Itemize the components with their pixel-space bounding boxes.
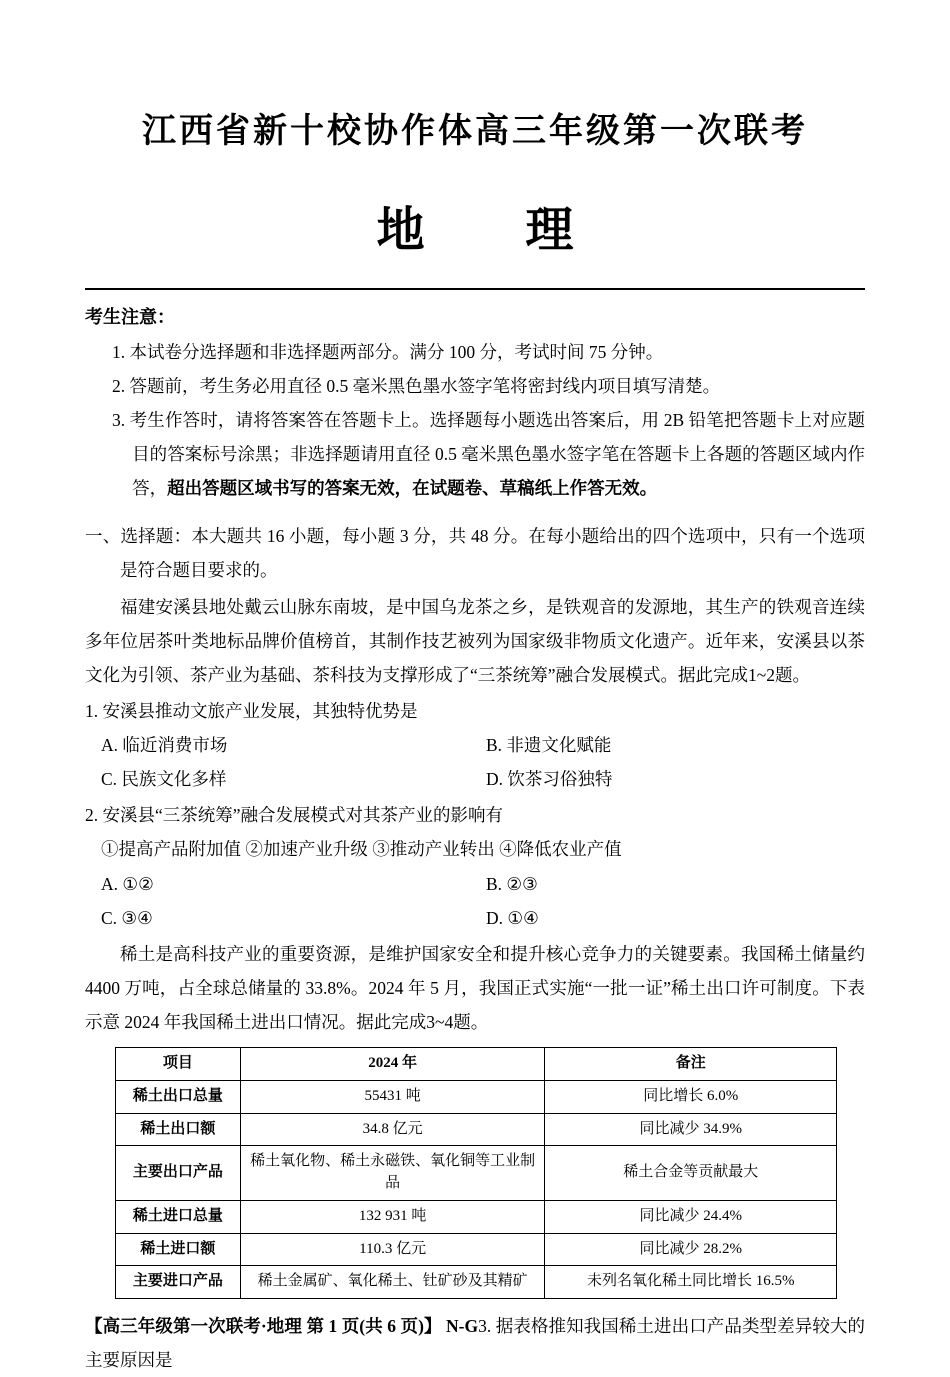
table-header-cell: 项目 <box>116 1048 241 1081</box>
table-header-row <box>116 1048 837 1081</box>
table-cell: 同比减少 24.4% <box>545 1200 837 1233</box>
exam-title: 江西省新十校协作体高三年级第一次联考 <box>142 113 808 150</box>
notice-item-2: 2. 答题前，考生务必用直径 0.5 毫米黑色墨水签字笔将密封线内项目填写清楚。 <box>112 375 721 396</box>
table-cell: 主要出口产品 <box>116 1146 241 1201</box>
table-cell: 稀土进口额 <box>116 1233 241 1266</box>
question-1-options <box>101 728 865 796</box>
table-row <box>116 1266 837 1299</box>
passage-rare-earth: 稀土是高科技产业的重要资源，是维护国家安全和提升核心竞争力的关键要素。我国稀土储量约 4400 万吨，占全球总储量的 33.8%。2024 年 5 月，我国正式实施“一批一证”稀土出口许可制度。下表示意 2024 年我国稀土进出口情况。据此完成3~4题。 <box>85 943 865 1033</box>
table-cell: 110.3 亿元 <box>240 1233 545 1266</box>
table-cell: 稀土进口总量 <box>116 1200 241 1233</box>
table-row <box>116 1146 837 1201</box>
option-c: C. ③④ <box>101 907 153 928</box>
table-row <box>116 1080 837 1113</box>
table-cell: 稀土出口额 <box>116 1113 241 1146</box>
table-row <box>116 1233 837 1266</box>
option-b: B. 非遗文化赋能 <box>486 735 612 756</box>
table-cell: 主要进口产品 <box>116 1266 241 1299</box>
table-cell: 同比增长 6.0% <box>545 1080 837 1113</box>
table-row <box>116 1200 837 1233</box>
page-footer: 【高三年级第一次联考·地理 第 1 页(共 6 页)】 N-G <box>85 1316 479 1337</box>
question-1-text: 1. 安溪县推动文旅产业发展，其独特优势是 <box>85 700 418 721</box>
table-cell: 稀土氧化物、稀土永磁铁、氧化铜等工业制品 <box>240 1146 545 1201</box>
question-2-subitems: ①提高产品附加值 ②加速产业升级 ③推动产业转出 ④降低农业产值 <box>101 839 622 860</box>
table-cell: 同比减少 28.2% <box>545 1233 837 1266</box>
question-2-text: 2. 安溪县“三茶统筹”融合发展模式对其茶产业的影响有 <box>85 805 504 826</box>
passage-anxi-tea: 福建安溪县地处戴云山脉东南坡，是中国乌龙茶之乡，是铁观音的发源地，其生产的铁观音连续多年位居茶叶类地标品牌价值榜首，其制作技艺被列为国家级非物质文化遗产。近年来，安溪县以茶文化为引领、茶产业为基础、茶科技为支撑形成了“三茶统筹”融合发展模式。据此完成1~2题。 <box>85 596 865 685</box>
section-heading-choice: 一、选择题：本大题共 16 小题，每小题 3 分，共 48 分。在每小题给出的四个选项中，只有一个选项是符合题目要求的。 <box>85 526 865 581</box>
divider-line <box>85 288 865 290</box>
table-cell: 同比减少 34.9% <box>545 1113 837 1146</box>
question-1 <box>85 694 865 796</box>
table-cell: 132 931 吨 <box>240 1200 545 1233</box>
table-cell: 55431 吨 <box>240 1080 545 1113</box>
notice-list <box>112 335 865 506</box>
notice-item-1: 1. 本试卷分选择题和非选择题两部分。满分 100 分，考试时间 75 分钟。 <box>112 341 664 362</box>
table-cell: 稀土合金等贡献最大 <box>545 1146 837 1201</box>
page-footer-and-question-3 <box>85 1309 865 1377</box>
notice-item-3-bold: 超出答题区域书写的答案无效，在试题卷、草稿纸上作答无效。 <box>167 478 658 499</box>
option-a: A. ①② <box>101 873 154 894</box>
question-2 <box>85 798 865 935</box>
table-cell: 未列名氧化稀土同比增长 16.5% <box>545 1266 837 1299</box>
exam-subject: 地理 <box>376 203 675 257</box>
option-b: B. ②③ <box>486 873 538 894</box>
option-c: C. 民族文化多样 <box>101 769 227 790</box>
option-a: A. 临近消费市场 <box>101 735 228 756</box>
notice-label: 考生注意： <box>85 306 175 327</box>
question-3-text: 3. 据表格推知我国稀土进出口产品类型差异较大的主要原因是 <box>85 1316 866 1371</box>
option-d: D. ①④ <box>486 907 539 928</box>
table-row <box>116 1113 837 1146</box>
table-cell: 稀土出口总量 <box>116 1080 241 1113</box>
option-d: D. 饮茶习俗独特 <box>486 769 613 790</box>
table-cell: 稀土金属矿、氧化稀土、钍矿砂及其精矿 <box>240 1266 545 1299</box>
rare-earth-table <box>115 1047 837 1299</box>
table-header-cell: 2024 年 <box>240 1048 545 1081</box>
table-header-cell: 备注 <box>545 1048 837 1081</box>
question-2-options <box>101 867 865 935</box>
notice-item-3 <box>112 403 865 505</box>
table-cell: 34.8 亿元 <box>240 1113 545 1146</box>
notice-item-3-normal: 3. 考生作答时，请将答案答在答题卡上。选择题每小题选出答案后，用 2B 铅笔把答题卡上对应题目的答案标号涂黑；非选择题请用直径 0.5 毫米黑色墨水签字笔在答题卡上各题的答题区域内作答， <box>112 409 865 499</box>
